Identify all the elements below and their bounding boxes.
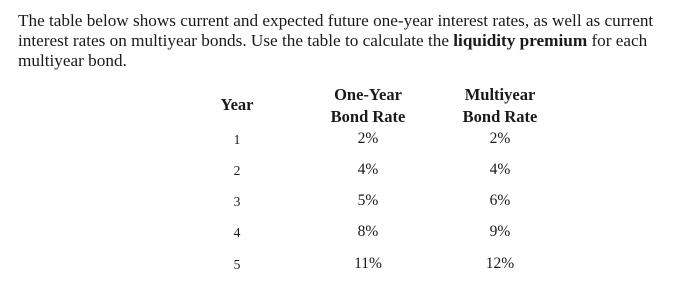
cell-one-year-rate: 8%	[357, 223, 379, 240]
cell-multiyear-rate: 9%	[489, 223, 511, 240]
cell-one-year-rate: 4%	[357, 161, 379, 178]
cell-multiyear-rate: 6%	[489, 192, 511, 209]
intro-text: The table below shows current and expected future one-year interest rates, as well as current interest rates on multiyear bonds. Use the table to calculate the	[18, 11, 654, 50]
header-one-year-line1: One-Year	[334, 85, 402, 104]
header-year	[215, 94, 259, 116]
cell-one-year-rate: 5%	[357, 192, 379, 209]
header-multiyear-rate	[450, 84, 550, 128]
cell-year: 5	[233, 257, 241, 272]
cell-year: 2	[233, 163, 241, 178]
header-year-label: Year	[220, 95, 254, 114]
header-multi-line1: Multiyear	[464, 85, 536, 104]
cell-year: 3	[233, 194, 241, 209]
header-multi-line2: Bond Rate	[462, 107, 538, 126]
header-one-year-line2: Bond Rate	[330, 107, 406, 126]
intro-text-end: for each multiyear bond.	[18, 31, 648, 70]
intro-emphasis: liquidity premium	[453, 31, 588, 50]
cell-year: 4	[233, 225, 241, 240]
cell-multiyear-rate: 2%	[489, 130, 511, 147]
cell-one-year-rate: 11%	[354, 255, 382, 272]
cell-multiyear-rate: 4%	[489, 161, 511, 178]
cell-one-year-rate: 2%	[357, 130, 379, 147]
cell-year: 1	[233, 132, 241, 147]
header-one-year-rate	[318, 84, 418, 128]
cell-multiyear-rate: 12%	[485, 255, 515, 272]
